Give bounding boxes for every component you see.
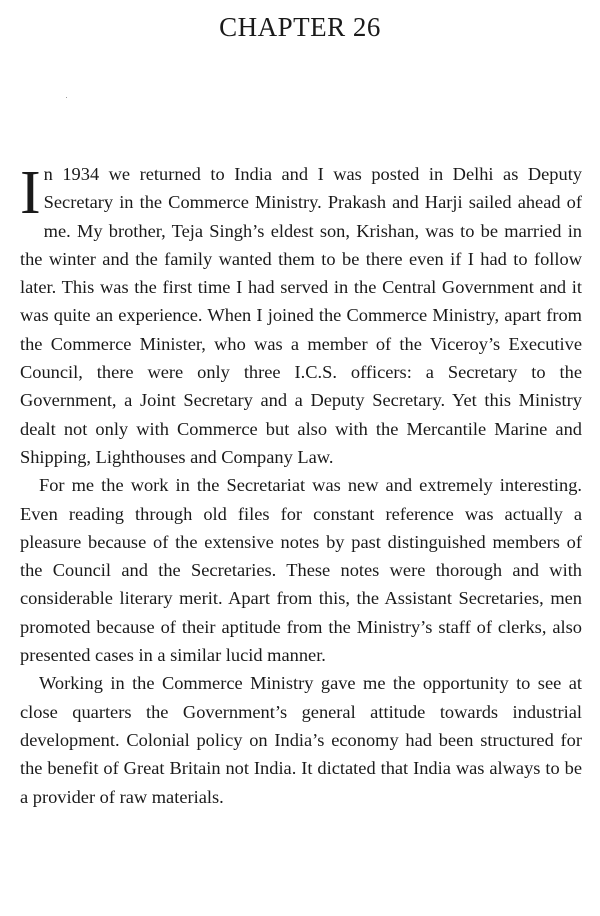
- paragraph-3: Working in the Commerce Ministry gave me the opportunity to see at close quarters the Government’s general attitude towards industrial development. Colonial policy on India’s economy had been structured for the benefit of Great Britain not India. It dictated that India was always to be a provider of raw materials.: [20, 673, 582, 807]
- paragraph-2: For me the work in the Secretariat was new and extremely interesting. Even reading through old files for constant reference was actually a pleasure because of the extensive notes by past distinguished members of the Council and the Secretaries. These notes were thorough and with considerable literary merit. Apart from this, the Assistant Secretaries, men promoted because of their aptitude from the Ministry’s staff of clerks, also presented cases in a similar lucid manner.: [20, 475, 582, 666]
- drop-cap: I: [20, 159, 41, 227]
- paragraph-1: [20, 160, 582, 471]
- scan-speck: [66, 97, 67, 98]
- chapter-title: CHAPTER 26: [219, 12, 381, 42]
- paragraph-1-text: n 1934 we returned to India and I was posted in Delhi as Deputy Secretary in the Commerce Ministry. Prakash and Harji sailed ahead of me. My brother, Teja Singh’s eldest son, Krishan, was to be married in the winter and the family wanted them to be there even if I had to follow later. This was the first time I had served in the Central Government and it was quite an experience. When I joined the Commerce Ministry, apart from the Commerce Minister, who was a member of the Viceroy’s Executive Council, there were only three I.C.S. officers: a Secretary to the Government, a Joint Secretary and a Deputy Secretary. Yet this Ministry dealt not only with Commerce but also with the Mercantile Marine and Shipping, Lighthouses and Company Law.: [20, 164, 582, 467]
- chapter-body: [20, 160, 582, 811]
